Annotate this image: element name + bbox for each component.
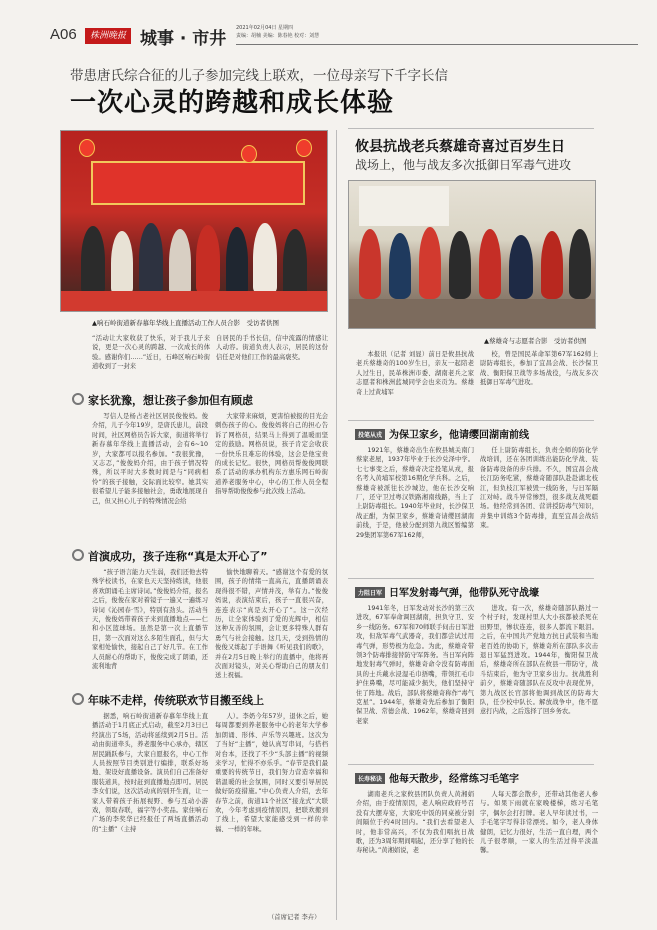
- right-title: 攸县抗战老兵蔡雄奇喜过百岁生日: [355, 139, 565, 155]
- person-figure: [169, 229, 191, 297]
- paragraph: 进攻。有一次，蔡雄奇随部队路过一个村子时，发现村里人大小孩都被杀死在田野里，惨状连连，很多人都流下眼泪。之后，在中国共产党地方抗日武装和当地老百姓的协助下，蔡雄奇所在部队多次击退日军猛烈进攻。1944年，衡阳保卫战后，蔡雄奇所在部队在攸县一带防守，战斗结束后，他为守卫家乡出力。抗战胜利前夕，蔡雄奇随部队在反攻中表现优异，第九战区长官部将他调到战区的防毒大队，任少校中队长。解放战争中，他不愿意打内战，之后选择了回乡务农。: [480, 605, 598, 716]
- right-s2-heading: [355, 584, 539, 599]
- person-figure: [419, 227, 441, 299]
- lead-intro-left: “活动让大家收获了快乐，对于我儿子来说，更是一次心灵的跨越、一次成长的体验。感谢你们……”近日，石峰区响石岭街道收到了一封来: [92, 335, 210, 371]
- section-title: 城事 · 市井: [140, 29, 227, 49]
- column-divider: [336, 130, 337, 920]
- person-figure: [283, 229, 307, 299]
- right-s2-tag: 力阻日军: [355, 587, 385, 598]
- paragraph: “孩子语言能力天生弱，我们还他去特殊学校读书，在家也天天坚持练读，他很喜欢朗诵毛主席诗词。”俊俊妈介绍，报名之后，俊俊在家对着镜子一遍又一遍练习诗词《沁园春·雪》，特别有劲头。活动当天，俊俊妈带着孩子来到直播地点——仁和小区篮球场。虽然是第一次上直播节目，第一次面对这么多陌生面孔，但与大家相处愉快，接起自己了好几节。在工作人员耐心的帮助下，俊俊完成了朗诵，还流利地背: [92, 569, 208, 671]
- circle-bullet-icon: [72, 549, 84, 561]
- right-s3-tag: 长寿秘诀: [355, 773, 385, 784]
- right-s1-left: [356, 446, 474, 540]
- right-s3-left: [356, 790, 474, 856]
- lead-intro-right: 自居民的手书长信，信中流露的情感让人动容。街道负责人表示，居民的这份信任是对他们工作的最高褒奖。: [216, 335, 328, 361]
- page-number: A06: [50, 26, 77, 43]
- photo-banner: [359, 186, 449, 226]
- person-figure: [226, 227, 248, 297]
- section3-col-right: [215, 712, 328, 834]
- person-figure: [389, 233, 411, 299]
- lantern-icon: [241, 145, 257, 163]
- header-date: 2021年02月04日 星期四: [236, 25, 294, 31]
- paragraph: 任上尉防毒组长，负责全师的防化学战培训，还在各团训练出能防化学战、装备防毒设备的步兵排。不久，国宜昌会战长江防务吃紧，蔡雄奇随部队赴赴湖北枝江，但负枝江军被毁一线防务，与日军隔江对峙。战斗异常惨烈，很多战友战死疆场。他经常到各团、营讲授防毒气知识，并集中训练3个防毒排，直至宜昌会战结束。: [480, 447, 598, 530]
- section2-heading: [72, 548, 267, 564]
- right-s3-right: [480, 790, 598, 856]
- red-carpet: [61, 291, 327, 311]
- paragraph: 写信人是杨占老社区居民俊俊妈。俊介绍，儿子今年19岁，是唐氏患儿，前段时间，社区网格员告诉大家，街道将举行新春慕年华线上直播活动，会有6~10岁，大家都可以报名参加。“我很犹豫，又志忑，”俊俊妈介绍，由于孩子情况特殊，所以平时大多数时间是与“同病相怜”的孩子接触，交际面比较窄。她其实很希望儿子能多接触社会，勇敢地展现自己，但又担心儿子的特殊情况会给: [92, 413, 208, 505]
- right-s3-title: 他每天散步，经常练习毛笔字: [389, 774, 520, 785]
- lantern-icon: [296, 139, 312, 157]
- section2-title: 首演成功，孩子连称“真是太开心了”: [88, 550, 268, 563]
- paragraph: 1941年冬，日军发动对长沙的第三次进攻，67军奉命调回湖南，担负守卫、安乡一线防务。67军和70师联手伺击日军进攻，但敌军毒气武器奇，我们都尝试过用毒气弹，形势极为危急。为此，蔡雄奇带领3个防毒排接替防守军阵务。当日军向阵地发射毒气弹时，蔡雄奇命令没有防毒面具的士兵戴水浸湿毛巾捂嘴，带领扛毛巾护住鼻嘴，尽可能减少损失，他们坚持守住了阵地。战后，部队将蔡雄奇称作“毒气克星”。1944年，蔡雄奇先后参加了衡阳保卫战、常德会战、1962年，蔡雄奇回到老家: [356, 605, 474, 725]
- section2-col-right: [215, 568, 328, 681]
- right-s1-title: 为保卫家乡，他请缨回湖南前线: [389, 430, 530, 441]
- paragraph: 大家带来麻烦，更害怕被报的目光会刺伤孩子的心。俊俊妈将自己的担心告诉了网格员，结果马上得到了温暖而坚定的鼓励。网格员说，孩子肯定会收获一份快乐且难忘的体验，这会是他宝贵的成长记忆。很快，网格员帮俊俊网联系了活动的承办机构东方惠乐网石岭街道养老服务中心，中心的工作人员全程指导帮助俊俊参与此次线上活动。: [215, 413, 328, 496]
- paragraph: 校，曾是国民革命军第67军162师上尉防毒组长，参加了宜昌会战、长沙保卫战、衡阳保卫战等多场战役，与战友多次抵御日军毒气进攻。: [480, 351, 598, 387]
- person-figure: [449, 231, 471, 299]
- right-intro-left: [356, 350, 474, 397]
- newspaper-logo: 株洲晚报: [85, 28, 131, 44]
- right-s1-heading: [355, 426, 529, 441]
- right-s2-right: [480, 604, 598, 717]
- byline: （首席记者 李卉）: [268, 914, 321, 921]
- paragraph: 愉快地聊着天。“感谢这个有爱的氛围，孩子的情绪一直高亢，直播朗诵表现得很不错，声情并茂，举有力。”俊俊妈说，表演结束后，孩子一直很兴奋，连连表示“真是太开心了”。这一次经历，让全家体验到了爱的光辉中，相信这种友善的氛围，会让更多特殊人群有勇气与社会接触。这几天，受到热情的俊俊又练起了手语舞《听见我们的歌》，并在2月5日晚上举行的直播中，他将再次面对镜头，对关心帮助自己的朋友们送上祝福。: [215, 569, 328, 680]
- lead-kicker: 带患唐氏综合征的儿子参加完线上联欢，一位母亲写下千字长信: [70, 68, 448, 84]
- section2-col-left: [92, 568, 208, 671]
- lantern-icon: [79, 139, 95, 157]
- header-editors: 责编：胡楠 美编：陈春艳 校对：刘慧: [236, 33, 320, 39]
- section1-heading: [72, 392, 253, 408]
- right-s2-title: 日军发射毒气弹，他带队死守战壕: [389, 588, 540, 599]
- lead-headline: 一次心灵的跨越和成长体验: [70, 88, 395, 118]
- person-figure: [196, 225, 220, 295]
- circle-bullet-icon: [72, 393, 84, 405]
- lead-photo-caption: ▲响石岭街道新春慕年华线上直播活动工作人员合影 受访者供图: [92, 319, 279, 327]
- section3-col-left: [92, 712, 208, 834]
- right-s1-right: [480, 446, 598, 531]
- right-s1-tag: 投笔从戎: [355, 429, 385, 440]
- rule: [348, 578, 594, 579]
- paragraph: 本报讯（记者 刘显）前日是攸县抗战老兵蔡雄奇的100岁生日，亲友一起陪老人过生日，民革株洲市委、湖南老兵之家志愿者和株洲蓝城同学会也来贡为。蔡雄奇上过黄埔军: [356, 351, 474, 396]
- person-figure: [569, 229, 591, 299]
- person-figure: [541, 231, 563, 299]
- person-figure: [359, 229, 381, 299]
- person-figure: [111, 231, 133, 296]
- right-s3-heading: [355, 770, 519, 785]
- right-top-rule: [348, 128, 594, 129]
- person-figure: [509, 235, 533, 299]
- person-figure: [139, 223, 163, 295]
- paragraph: 人）。李奶今年57岁，退休之后，她每周都要到养老服务中心的老年大学参加朗诵、形体、声乐等兴趣班。这次为了当好“主播”，她认真写串词，与搭档对台本，还找了不少“头部主播”的视频来学习，忙得不亦乐乎。“春节是我们最重要的传统节日，我们努力营造幸福和谐温暖的社会氛围，同时又要引导居民做好防疫措施。”中心负责人介绍，去年春节之前，街道11个社区“接龙式”大联欢，今年考虑到疫情原因，把联欢搬到了线上，希望大家能感受到一样的幸福、一样的年味。: [215, 713, 328, 833]
- right-s2-left: [356, 604, 474, 726]
- ground: [349, 299, 595, 328]
- person-figure: [81, 226, 105, 296]
- paragraph: 据悉，响石岭街道新春慕年华线上直播活动于1月底正式启动，截至2月3日已经演出了5场，活动将延续到2月5日。活动由街道牵头，养老服务中心承办，辖区居民踊跃参与，大家自愿报名，中心工作人员按照节目类别进行编排，联系好场地、架设好直播设备。演员们自己准备好服装道具，按时赶到直播地点即可。居民李女们说，这次活动真的别开生面，让一家人带着孩子拓展视野、参与互动小游戏，领取春联，福字等小奖品。家住响石广场的李奖华已经报任了两场直播活动的“主播”（主持: [92, 713, 208, 833]
- person-figure: [479, 229, 501, 299]
- paragraph: 湖南老兵之家攸县团队负责人黄湘娟介绍，由于疫情原因，老人响应政府号召没有大摆寿宴，大家吃中饭的同桌被分别间隔位于约4时回内。“我们去看望老人时，他非常高兴，不仅为我们唱抗日战歌，还为3周年期间唱起，还分享了他的长寿秘诀。”黄湘娟说，老: [356, 791, 474, 855]
- rule: [348, 764, 594, 765]
- circle-bullet-icon: [72, 693, 84, 705]
- paragraph: 1921年，蔡雄奇出生在攸县城关南门蔡家老屋，1937年毕业于长沙兑泽中学。七七事变之后，蔡雄奇决定投笔从戎，报名考入黄埔军校第16期化学兵科。之后，蔡雄奇被派往长沙城边，他在长沙交响厂，还守卫过粤汉铁路湘南线路，当上了上尉防毒组长。1940年毕业时，长沙保卫战正酣，为保卫家乡，蔡雄奇请缨回湖南前线，于是，他被分配到第九战区暂编第29集团军第67军162师，: [356, 447, 474, 539]
- right-subtitle: 战场上，他与战友多次抵御日军毒气进攻: [355, 158, 572, 172]
- paragraph: 人每天都会散步，还带动其他老人参与。如果下雨就在家晚楼梯，练习毛笔字，偶尔会打打牌。老人早年读过书，一手毛笔字写得非常漂亮。如今，老人身体健朗，记忆力很好，生活一直自理，两个儿子很孝顺，一家人的生活过得平淡温馨。: [480, 791, 598, 855]
- rule: [348, 420, 594, 421]
- right-photo-caption: ▲蔡雄奇与志愿者合影 受访者供图: [484, 337, 587, 345]
- right-intro-right: [480, 350, 598, 388]
- header-rule: [236, 44, 638, 45]
- section1-col-right: [215, 412, 328, 497]
- photo-banner: [91, 161, 305, 205]
- header-meta: [236, 24, 319, 40]
- section1-title: 家长犹豫，想让孩子参加但有顾虑: [88, 394, 253, 407]
- section1-col-left: [92, 412, 208, 506]
- section3-heading: [72, 692, 264, 708]
- section3-title: 年味不走样，传统联欢节目搬至线上: [88, 694, 264, 707]
- lead-photo: [60, 130, 328, 312]
- person-figure: [253, 223, 277, 295]
- right-photo: [348, 180, 596, 329]
